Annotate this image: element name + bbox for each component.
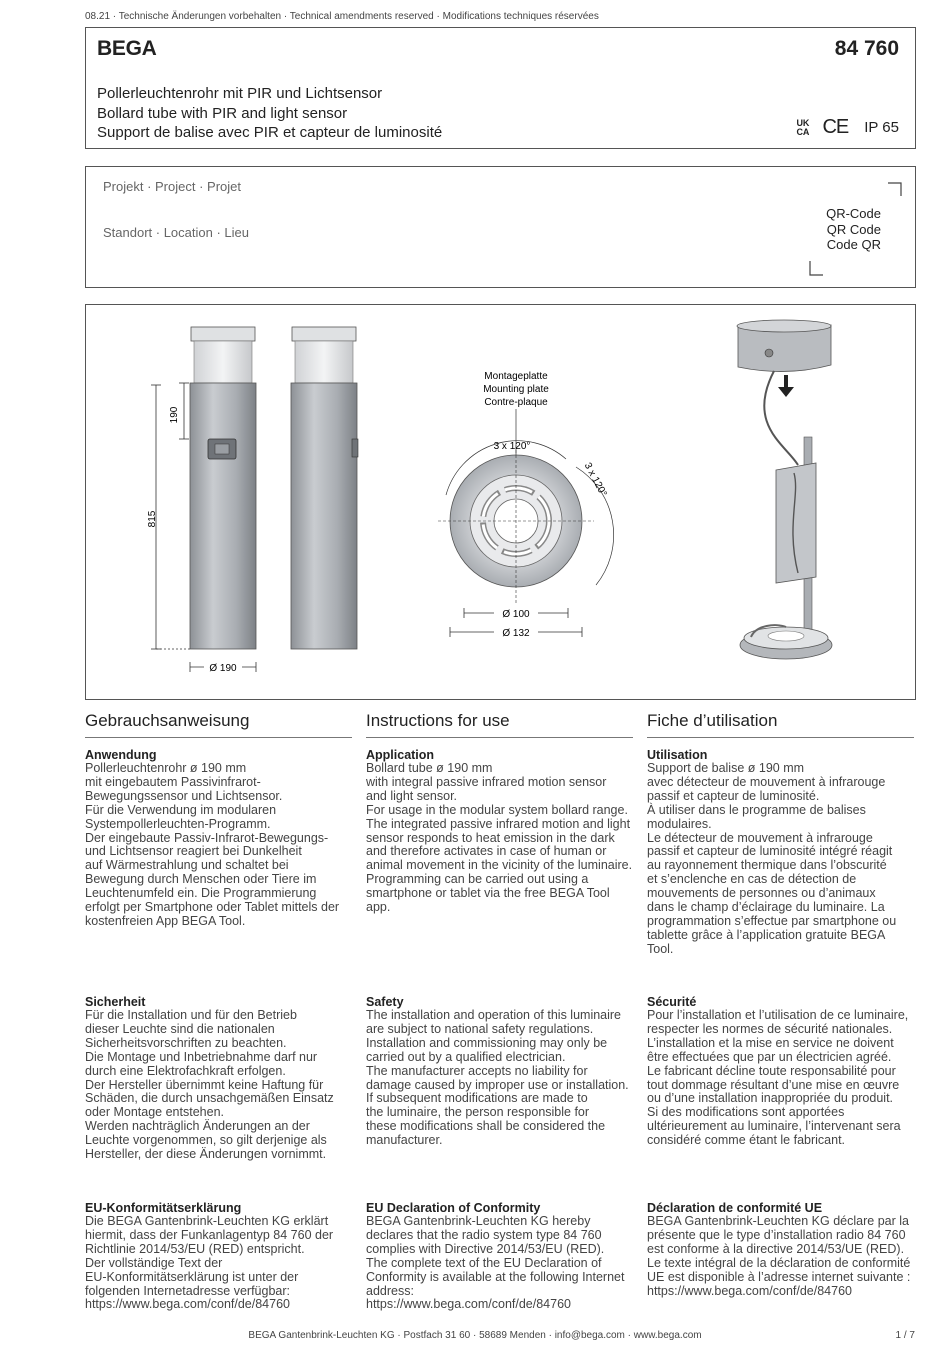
column-french bbox=[647, 711, 914, 1298]
footer-address: BEGA Gantenbrink-Leuchten KG · Postfach 31 60 · 58689 Menden · info@bega.com · www.bega.com bbox=[248, 1330, 702, 1341]
section-conformity: EU-Konformitätserklärung Die BEGA Gantenbrink-Leuchten KG erklärt hiermit, dass der Funkanlagentyp 84 760 der Richtlinie 2014/53/EU (RED) entspricht. Der vollständige Text der EU-Konformitätserklärung ist unter der folgenden Internetadresse verfügbar: https://www.bega.com/conf/de/84760 bbox=[85, 1201, 334, 1312]
down-arrow-icon bbox=[778, 375, 794, 397]
title-fr: Support de balise avec PIR et capteur de luminosité bbox=[97, 124, 443, 141]
title-de: Pollerleuchtenrohr mit PIR und Lichtsensor bbox=[97, 85, 383, 102]
column-heading: Instructions for use bbox=[366, 711, 633, 738]
ce-mark-icon: CE bbox=[822, 116, 849, 138]
dim-d100-label: Ø 100 bbox=[502, 609, 530, 620]
dimension-190-line bbox=[179, 383, 189, 439]
bollard-front-view bbox=[190, 327, 256, 649]
mounting-plate-en: Mounting plate bbox=[483, 384, 549, 395]
section-conformity: Déclaration de conformité UE BEGA Gantenbrink-Leuchten KG déclare par la présente que le type d’installation radio 84 760 est conforme à la directive 2014/53/UE (RED). Le texte intégral de la déclaration de conformité UE est disponible à l’adresse internet suivante : https://www.bega.com/conf/de/84760 bbox=[647, 1201, 911, 1298]
angle-label-1: 3 x 120° bbox=[493, 441, 531, 452]
section-safety: Safety The installation and operation of this luminaire are subject to national safety regulations. Installation and commissioning may only be carried out by a qualified electrician. The manufacturer accepts no liability for damage caused by improper use or installation. If subsequent modifications are made to the luminaire, the person responsible for these modifications shall be considered the manufacturer. bbox=[366, 995, 629, 1148]
qr-code-label: QR-Code QR Code Code QR bbox=[826, 206, 881, 252]
dim-190-label: 190 bbox=[169, 406, 180, 424]
drawing-canvas bbox=[86, 305, 915, 699]
project-label: Projekt · Project · Projet bbox=[103, 179, 241, 194]
product-header bbox=[85, 27, 916, 149]
article-number: 84 760 bbox=[834, 37, 899, 60]
revision-note: 08.21 · Technische Änderungen vorbehalten · Technical amendments reserved · Modifications techniques réservées bbox=[85, 11, 599, 22]
mounting-plate-fr: Contre-plaque bbox=[484, 397, 548, 408]
location-label: Standort · Location · Lieu bbox=[103, 225, 249, 240]
bollard-side-view bbox=[291, 327, 358, 649]
installation-perspective bbox=[737, 320, 832, 659]
angle-label-2: 3 x 120° bbox=[581, 460, 609, 499]
column-english bbox=[366, 711, 633, 1312]
column-heading: Gebrauchsanweisung bbox=[85, 711, 352, 738]
section-conformity: EU Declaration of Conformity BEGA Gantenbrink-Leuchten KG hereby declares that the radio system type 84 760 complies with Directive 2014/53/EU (RED). The complete text of the EU Declaration of Conformity is available at the following Internet address: https://www.bega.com/conf/de/84760 bbox=[366, 1201, 625, 1312]
title-en: Bollard tube with PIR and light sensor bbox=[97, 104, 348, 122]
product-titles bbox=[97, 84, 442, 143]
brand-name: BEGA bbox=[97, 37, 157, 60]
dim-d190-label: Ø 190 bbox=[209, 663, 237, 674]
page-number: 1 / 7 bbox=[895, 1330, 915, 1341]
technical-drawing bbox=[85, 304, 916, 700]
mounting-plate-de: Montageplatte bbox=[484, 371, 548, 382]
section-safety: Sécurité Pour l’installation et l’utilisation de ce luminaire, respecter les normes de sécurité nationales. L’installation et la mise en service ne doivent être effectuées que par un électricien agréé. Le fabricant décline toute responsabilité pour tout dommage résultant d’une mise en œuvre ou d’une installation inappropriée du produit. Si des modifications sont apportées ultérieurement au luminaire, l’intervenant sera considéré comme étant le fabricant. bbox=[647, 995, 909, 1148]
dim-d132-label: Ø 132 bbox=[502, 628, 530, 639]
section-application: Utilisation Support de balise ø 190 mm avec détecteur de mouvement à infrarouge passif et capteur de luminosité. À utiliser dans le programme de balises modulaires. Le détecteur de mouvement à infrarouge passif et capteur de luminosité intégré réagit au rayonnement thermique dans l’obscurité et s’enclenche en cas de détection de mouvements de personnes ou d’animaux dans le champ d’éclairage du luminaire. La programmation s’effectue par smartphone ou tablette grâce à l’application gratuite BEGA Tool. bbox=[647, 748, 897, 956]
dim-815-label: 815 bbox=[147, 510, 158, 528]
column-heading: Fiche d’utilisation bbox=[647, 711, 914, 738]
section-application: Application Bollard tube ø 190 mm with integral passive infrared motion sensor and light sensor. For usage in the modular system bollard range. The integrated passive infrared motion and light sensor responds to heat emission in the dark and therefore activates in case of human or animal movement in the vicinity of the luminaire. Programming can be carried out using a smartphone or tablet via the free BEGA Tool app. bbox=[366, 748, 633, 915]
section-safety: Sicherheit Für die Installation und für den Betrieb dieser Leuchte sind die nationalen Sicherheitsvorschriften zu beachten. Die Montage und Inbetriebnahme darf nur durch eine Elektrofachkraft erfolgen. Der Hersteller übernimmt keine Haftung für Schäden, die durch unsachgemäßen Einsatz oder Montage entstehen. Werden nachträglich Änderungen an der Leuchte vorgenommen, so gilt derjenige als Hersteller, der diese Änderungen vornimmt. bbox=[85, 995, 334, 1162]
certification-marks bbox=[796, 116, 899, 139]
ukca-mark-icon: UK CA bbox=[796, 117, 810, 137]
project-box bbox=[85, 166, 916, 288]
ip-rating: IP 65 bbox=[864, 119, 899, 136]
column-german bbox=[85, 711, 352, 1312]
section-application: Anwendung Pollerleuchtenrohr ø 190 mm mit eingebautem Passivinfrarot- Bewegungssensor und Lichtsensor. Für die Verwendung im modularen Systempollerleuchten-Programm. Der eingebaute Passiv-Infrarot-Bewegungs- und Lichtsensor reagiert bei Dunkelheit auf Wärmestrahlung und schaltet bei Bewegung durch Menschen oder Tiere im Leuchtenumfeld ein. Die Programmierung erfolgt per Smartphone oder Tablet mittels der kostenfreien App BEGA Tool. bbox=[85, 748, 340, 928]
